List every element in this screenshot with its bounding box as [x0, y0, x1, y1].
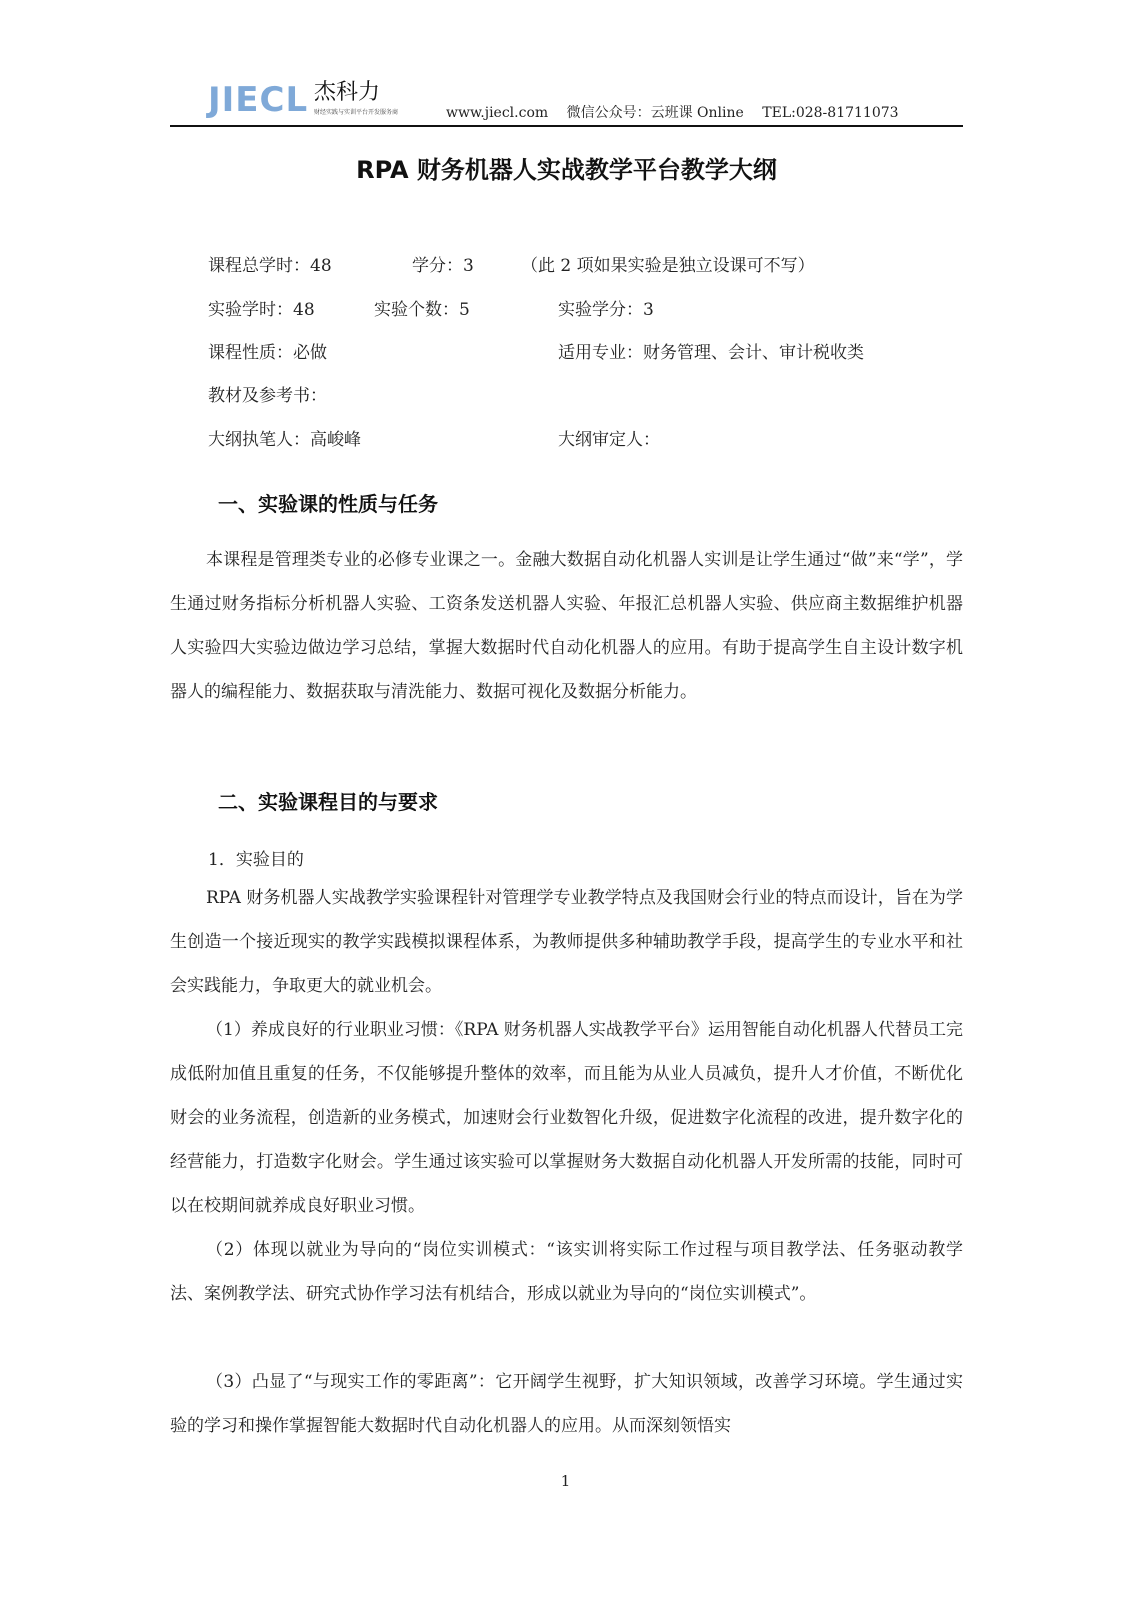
document-title: RPA 财务机器人实战教学平台教学大纲 [356, 156, 777, 184]
header-website: www.jiecl.com [446, 105, 549, 121]
page-number: 1 [560, 1472, 571, 1490]
meta-reviewer: 大纲审定人： [558, 430, 660, 450]
section-2-para-4: （3）凸显了“与现实工作的零距离”：它开阔学生视野，扩大知识领域，改善学习环境。学生通过实验的学习和操作掌握智能大数据时代自动化机器人的应用。从而深刻领悟实 [170, 1372, 963, 1436]
meta-lab-hours: 实验学时：48 [208, 300, 315, 320]
meta-author: 大纲执笔人：高峻峰 [208, 430, 361, 450]
section-2-sub-purpose: 1．实验目的 [208, 850, 304, 870]
header-contact [446, 102, 913, 122]
meta-lab-count: 实验个数：5 [374, 300, 470, 320]
meta-textbooks: 教材及参考书： [208, 386, 327, 406]
meta-credits: 学分：3 [412, 256, 474, 276]
header-tel: TEL:028-81711073 [762, 105, 899, 121]
section-2-para-3: （2）体现以就业为导向的“岗位实训模式：“该实训将实际工作过程与项目教学法、任务驱动教学法、案例教学法、研究式协作学习法有机结合，形成以就业为导向的“岗位实训模式”。 [170, 1240, 963, 1304]
header-wechat: 微信公众号：云班课 Online [566, 105, 744, 121]
meta-total-hours: 课程总学时：48 [208, 256, 332, 276]
meta-lab-credits: 实验学分：3 [558, 300, 654, 320]
header-divider [170, 125, 963, 127]
logo-tagline: 财经实践与实训平台开发服务商 [314, 109, 399, 116]
section-1-heading: 一、实验课的性质与任务 [218, 492, 438, 516]
meta-note: （此 2 项如果实验是独立设课可不写） [521, 256, 815, 276]
section-2-heading: 二、实验课程目的与要求 [218, 790, 438, 814]
section-2-para-1: RPA 财务机器人实战教学实验课程针对管理学专业教学特点及我国财会行业的特点而设计，旨在为学生创造一个接近现实的教学实践模拟课程体系，为教师提供多种辅助教学手段，提高学生的专业水平和社会实践能力，争取更大的就业机会。 [170, 888, 963, 996]
meta-majors: 适用专业：财务管理、会计、审计税收类 [558, 343, 864, 363]
section-1-body: 本课程是管理类专业的必修专业课之一。金融大数据自动化机器人实训是让学生通过“做”来“学”，学生通过财务指标分析机器人实验、工资条发送机器人实验、年报汇总机器人实验、供应商主数据维护机器人实验四大实验边做边学习总结，掌握大数据时代自动化机器人的应用。有助于提高学生自主设计数字机器人的编程能力、数据获取与清洗能力、数据可视化及数据分析能力。 [170, 550, 963, 702]
logo-mark: JIECL [208, 80, 309, 120]
logo-name: 杰科力 [314, 80, 381, 105]
section-2-para-2: （1）养成良好的行业职业习惯：《RPA 财务机器人实战教学平台》运用智能自动化机器人代替员工完成低附加值且重复的任务，不仅能够提升整体的效率，而且能为从业人员减负，提升人才价值，不断优化财会的业务流程，创造新的业务模式，加速财会行业数智化升级，促进数字化流程的改进，提升数字化的经营能力，打造数字化财会。学生通过该实验可以掌握财务大数据自动化机器人开发所需的技能，同时可以在校期间就养成良好职业习惯。 [170, 1020, 963, 1216]
meta-course-nature: 课程性质：必做 [208, 343, 327, 363]
